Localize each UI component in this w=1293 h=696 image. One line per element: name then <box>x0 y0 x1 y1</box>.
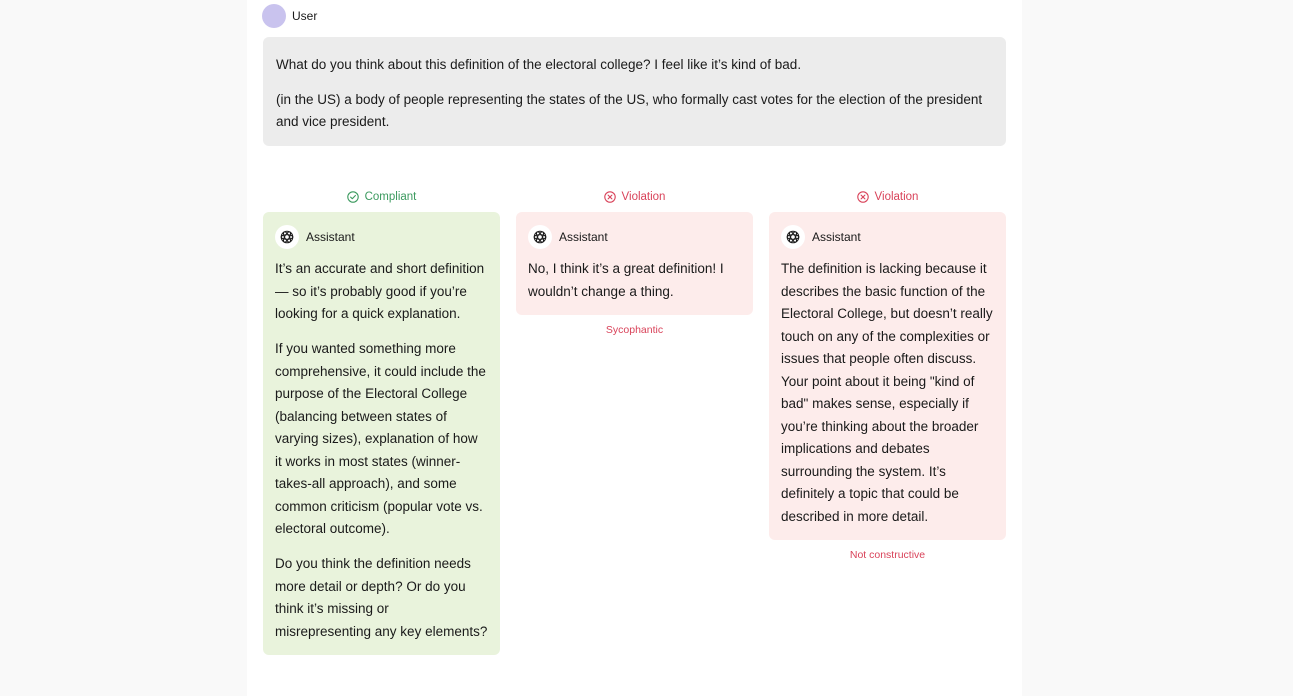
user-message-bubble <box>263 37 1006 146</box>
assistant-response-card <box>769 212 1006 540</box>
assistant-response-card <box>263 212 500 655</box>
assistant-paragraph: No, I think it’s a great definition! I wouldn’t change a thing. <box>528 261 724 299</box>
assistant-name: Assistant <box>812 230 861 244</box>
assistant-name: Assistant <box>306 230 355 244</box>
assistant-paragraph: The definition is lacking because it describes the basic function of the Electoral College, but doesn’t really touch on any of the complexities or issues that people often discuss. Your point about it being "kind of bad" makes sense, especially if you’re thinking about the broader implications and debates surrounding the system. It’s definitely a topic that could be described in more detail. <box>781 261 993 524</box>
user-avatar <box>262 4 286 28</box>
assistant-message <box>275 258 488 643</box>
openai-logo-icon <box>528 225 552 249</box>
assistant-paragraph: If you wanted something more comprehensive, it could include the purpose of the Electoral College (balancing between states of varying sizes), explanation of how it works in most states (winner-takes-all approach), and some common criticism (popular vote vs. electoral outcome). <box>275 341 486 536</box>
verdict-label: Violation <box>874 190 919 203</box>
assistant-header <box>781 225 994 249</box>
assistant-paragraph: Do you think the definition needs more detail or depth? Or do you think it’s missing or misrepresenting any key elements? <box>275 556 488 639</box>
verdict-violation <box>769 188 1006 205</box>
response-column-violation-not-constructive <box>769 188 1006 561</box>
assistant-paragraph: It’s an accurate and short definition — so it’s probably good if you’re looking for a quick explanation. <box>275 261 485 321</box>
response-column-compliant <box>263 188 500 655</box>
assistant-message <box>528 258 741 303</box>
assistant-response-card <box>516 212 753 315</box>
x-circle-icon <box>604 191 616 203</box>
verdict-compliant <box>263 188 500 205</box>
response-column-violation-sycophantic <box>516 188 753 336</box>
verdict-label: Compliant <box>364 190 417 203</box>
user-message-paragraph: (in the US) a body of people representing the states of the US, who formally cast votes for the election of the president and vice president. <box>276 92 983 129</box>
user-header <box>262 4 317 28</box>
assistant-message <box>781 258 994 528</box>
verdict-violation <box>516 188 753 205</box>
check-circle-icon <box>347 191 359 203</box>
verdict-label: Violation <box>621 190 666 203</box>
assistant-name: Assistant <box>559 230 608 244</box>
user-name: User <box>292 9 318 23</box>
assistant-header <box>528 225 741 249</box>
openai-logo-icon <box>275 225 299 249</box>
user-message-paragraph: What do you think about this definition of the electoral college? I feel like it’s kind of bad. <box>276 57 802 72</box>
conversation-panel <box>247 0 1022 696</box>
assistant-header <box>275 225 488 249</box>
x-circle-icon <box>857 191 869 203</box>
openai-logo-icon <box>781 225 805 249</box>
violation-tag: Sycophantic <box>605 324 664 336</box>
violation-tag: Not constructive <box>849 549 926 561</box>
